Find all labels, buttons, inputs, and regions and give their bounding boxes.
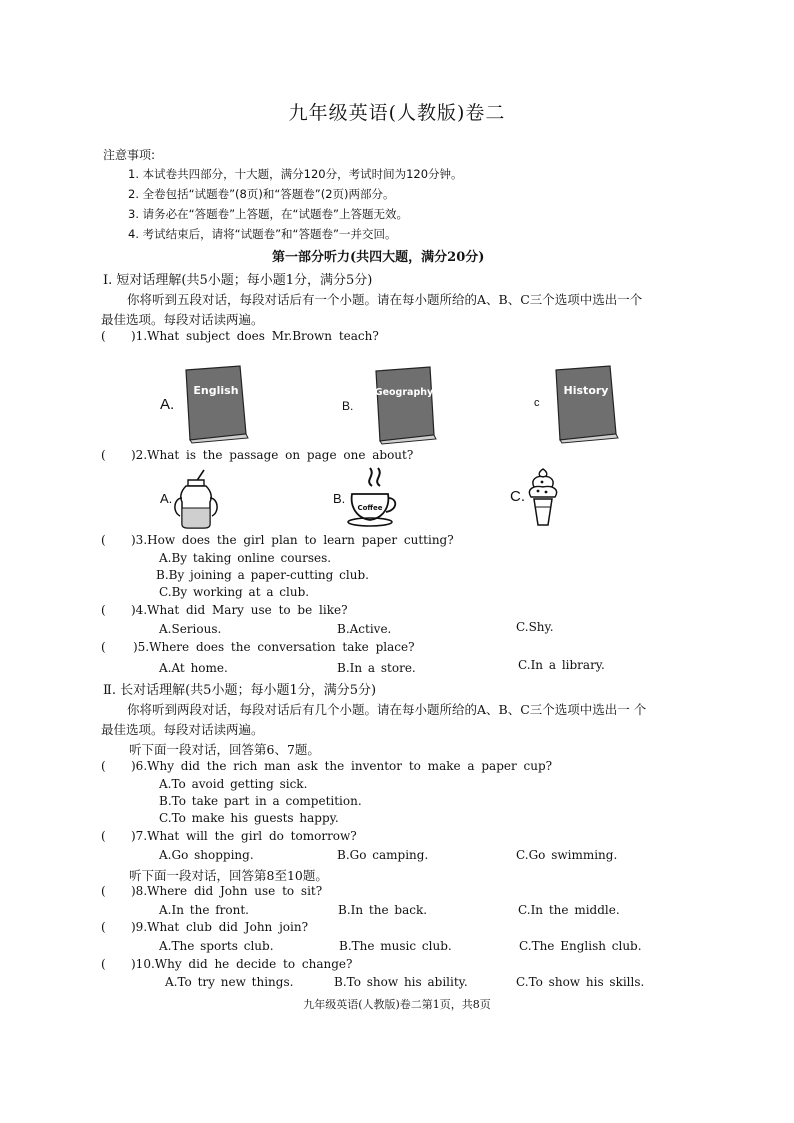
- q8-option-c: C.In the middle.: [518, 903, 620, 917]
- page-title: 九年级英语(人教版)卷二: [288, 102, 506, 124]
- part1-heading: 第一部分听力(共四大题，满分20分): [272, 250, 485, 265]
- q1-option-b-book-image: [368, 365, 438, 445]
- notes-heading: 注意事项:: [103, 148, 156, 162]
- q6-option-c: C.To make his guests happy.: [159, 811, 339, 825]
- q2-option-b-label: B.: [333, 491, 346, 506]
- q4-text: )4.What did Mary use to be like?: [131, 603, 348, 617]
- q5-text: )5.Where does the conversation take place?: [133, 640, 415, 654]
- section1-heading: Ⅰ. 短对话理解(共5小题；每小题1分，满分5分): [103, 273, 373, 288]
- q1-option-c-book-image: [550, 364, 622, 444]
- section2-instruction-2: 最佳选项。每段对话读两遍。: [101, 722, 264, 737]
- q1-text: )1.What subject does Mr.Brown teach?: [131, 329, 379, 343]
- q1-option-a-label: A.: [160, 396, 175, 413]
- q1-book-b-text: Geography: [374, 387, 434, 398]
- q5-option-c: C.In a library.: [518, 658, 605, 672]
- q10-option-a: A.To try new things.: [165, 975, 294, 989]
- q6-option-a: A.To avoid getting sick.: [159, 777, 308, 791]
- q3-text: )3.How does the girl plan to learn paper cutting?: [131, 533, 454, 547]
- q1-paren: (: [101, 329, 106, 343]
- q9-option-a: A.The sports club.: [159, 939, 274, 953]
- q3-option-c: C.By working at a club.: [159, 585, 310, 599]
- q8-option-a: A.In the front.: [159, 903, 249, 917]
- q8-option-b: B.In the back.: [338, 903, 428, 917]
- q7-option-a: A.Go shopping.: [159, 848, 254, 862]
- q1-book-c-text: History: [563, 384, 609, 397]
- listen-instruction-6-7: 听下面一段对话，回答第6、7题。: [129, 742, 320, 757]
- q8-text: )8.Where did John use to sit?: [131, 884, 323, 898]
- q2-text: )2.What is the passage on page one about?: [131, 448, 414, 462]
- q10-text: )10.Why did he decide to change?: [131, 957, 353, 971]
- q9-text: )9.What club did John join?: [131, 920, 309, 934]
- section1-instruction-2: 最佳选项。每段对话读两遍。: [101, 312, 264, 327]
- q2-paren: (: [101, 448, 106, 462]
- q10-option-c: C.To show his skills.: [516, 975, 645, 989]
- coffee-cup-icon: [346, 466, 402, 528]
- book-icon: [556, 366, 618, 443]
- q5-paren: (: [101, 640, 106, 654]
- ice-cream-icon: [526, 467, 560, 529]
- q5-option-b: B.In a store.: [337, 661, 416, 675]
- section2-heading: Ⅱ. 长对话理解(共5小题；每小题1分，满分5分): [103, 683, 377, 698]
- q1-option-c-label: c: [534, 397, 540, 409]
- note-item-2: 2. 全卷包括“试题卷”(8页)和“答题卷”(2页)两部分。: [128, 187, 395, 201]
- bottle-icon: [172, 468, 222, 530]
- q10-paren: (: [101, 957, 106, 971]
- q6-paren: (: [101, 759, 106, 773]
- q1-option-a-book-image: [180, 364, 252, 444]
- q7-option-b: B.Go camping.: [337, 848, 429, 862]
- q2-option-c-label: C.: [510, 488, 525, 505]
- book-icon: [375, 367, 436, 444]
- q4-option-c: C.Shy.: [516, 620, 554, 634]
- q3-option-a: A.By taking online courses.: [159, 551, 332, 565]
- q1-book-a-text: English: [193, 384, 239, 397]
- q7-paren: (: [101, 829, 106, 843]
- note-item-4: 4. 考试结束后，请将“试题卷”和“答题卷”一并交回。: [128, 227, 397, 241]
- section1-instruction-1: 你将听到五段对话，每段对话后有一个小题。请在每小题所给的A、B、C三个选项中选出一个: [127, 292, 643, 307]
- section2-instruction-1: 你将听到两段对话，每段对话后有几个小题。请在每小题所给的A、B、C三个选项中选出一 个: [127, 702, 647, 717]
- q6-text: )6.Why did the rich man ask the inventor to make a paper cup?: [131, 759, 553, 773]
- listen-instruction-8-10: 听下面一段对话，回答第8至10题。: [129, 868, 328, 883]
- q3-option-b: B.By joining a paper-cutting club.: [156, 568, 369, 582]
- q9-option-b: B.The music club.: [339, 939, 452, 953]
- q7-option-c: C.Go swimming.: [516, 848, 618, 862]
- q4-paren: (: [101, 603, 106, 617]
- q1-option-b-label: B.: [342, 399, 354, 413]
- q4-option-a: A.Serious.: [159, 622, 222, 636]
- q2-option-a-label: A.: [160, 491, 173, 506]
- q10-option-b: B.To show his ability.: [334, 975, 468, 989]
- q8-paren: (: [101, 884, 106, 898]
- page-footer: 九年级英语(人教版)卷二第1页，共8页: [303, 998, 491, 1011]
- q7-text: )7.What will the girl do tomorrow?: [131, 829, 357, 843]
- q4-option-b: B.Active.: [337, 622, 392, 636]
- q5-option-a: A.At home.: [159, 661, 228, 675]
- book-icon: [186, 366, 248, 443]
- note-item-3: 3. 请务必在“答题卷”上答题，在“试题卷”上答题无效。: [128, 207, 408, 221]
- q9-option-c: C.The English club.: [519, 939, 642, 953]
- coffee-cup-text: Coffee: [357, 504, 383, 512]
- q9-paren: (: [101, 920, 106, 934]
- q3-paren: (: [101, 533, 106, 547]
- note-item-1: 1. 本试卷共四部分，十大题，满分120分，考试时间为120分钟。: [128, 167, 463, 181]
- q6-option-b: B.To take part in a competition.: [159, 794, 362, 808]
